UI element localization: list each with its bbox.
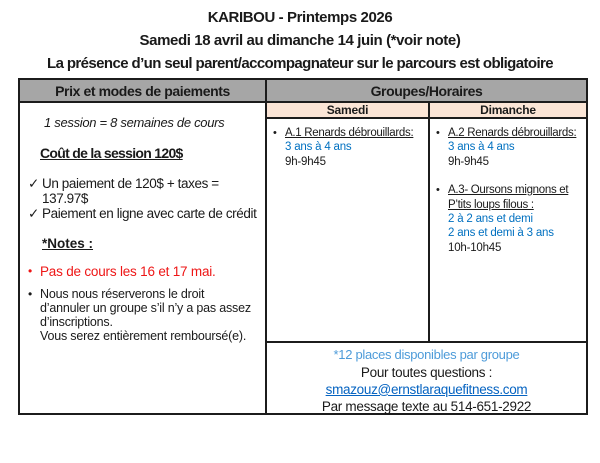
check-icon: ✓ <box>28 176 39 191</box>
contact-email-link[interactable]: smazouz@ernstlaraquefitness.com <box>325 381 528 397</box>
no-class-alert-text: Pas de cours les 16 et 17 mai. <box>40 264 216 280</box>
page-title: KARIBOU - Printemps 2026 <box>207 9 393 26</box>
cancellation-note <box>28 287 257 329</box>
group-entry <box>273 126 424 169</box>
date-range-subtitle: Samedi 18 avril au dimanche 14 juin (*voir note) <box>139 32 461 49</box>
group-age-range: 2 ans et demi à 3 ans <box>448 227 554 240</box>
contact-info-cell <box>267 343 586 415</box>
notes-heading: *Notes : <box>42 236 94 252</box>
sunday-groups-cell <box>430 119 586 343</box>
group-age-range: 2 à 2 ans et demi <box>448 212 533 225</box>
bullet-icon: • <box>28 287 33 302</box>
payment-options-list <box>28 176 257 221</box>
group-name: A.2 Renards débrouillards: <box>448 127 577 139</box>
group-age-range: 3 ans à 4 ans <box>285 141 352 154</box>
questions-label: Pour toutes questions : <box>360 364 493 380</box>
payment-option-text: Un paiement de 120$ + taxes = 137.97$ <box>42 176 219 207</box>
group-name: A.3- Oursons mignons et P’tits loups filous : <box>448 184 569 211</box>
group-time: 9h-9h45 <box>285 155 326 168</box>
prices-cell <box>20 103 267 415</box>
places-available-note: *12 places disponibles par groupe <box>333 347 520 362</box>
contact-phone-line: Par message texte au 514-651-2922 <box>321 399 532 415</box>
group-time: 9h-9h45 <box>448 155 489 168</box>
session-info: 1 session = 8 semaines de cours <box>44 115 225 130</box>
group-name: A.1 Renards débrouillards: <box>285 127 414 139</box>
title-block <box>0 10 600 71</box>
bullet-icon: • <box>436 184 440 197</box>
day-header-saturday: Samedi <box>267 103 430 119</box>
saturday-groups-cell <box>267 119 430 343</box>
group-age-range: 3 ans à 4 ans <box>448 141 515 154</box>
group-details <box>448 183 582 255</box>
group-time: 10h-10h45 <box>448 241 502 254</box>
refund-note-text: Vous serez entièrement remboursé(e). <box>40 329 247 344</box>
group-entry <box>436 126 582 169</box>
cancellation-note-text: Nous nous réserverons le droit d’annuler un groupe s’il n’y a pas assez d’inscriptions. <box>40 287 251 330</box>
day-header-sunday: Dimanche <box>430 103 586 119</box>
payment-option-item <box>28 176 257 206</box>
group-entry <box>436 183 582 255</box>
schedule-table <box>18 78 588 415</box>
column-header-groups: Groupes/Horaires <box>267 80 586 103</box>
bullet-icon: • <box>273 127 277 139</box>
bullet-icon: • <box>436 127 440 139</box>
payment-option-item <box>28 206 257 221</box>
parent-requirement-note: La présence d’un seul parent/accompagnateur sur le parcours est obligatoire <box>47 55 553 72</box>
payment-option-text: Paiement en ligne avec carte de crédit <box>42 206 257 222</box>
no-class-alert <box>28 264 257 279</box>
bullet-icon: • <box>28 264 33 279</box>
column-header-prices: Prix et modes de paiements <box>20 80 267 103</box>
session-cost-heading: Coût de la session 120$ <box>40 145 183 161</box>
group-details <box>448 126 576 169</box>
group-details <box>285 126 413 169</box>
check-icon: ✓ <box>28 206 39 222</box>
